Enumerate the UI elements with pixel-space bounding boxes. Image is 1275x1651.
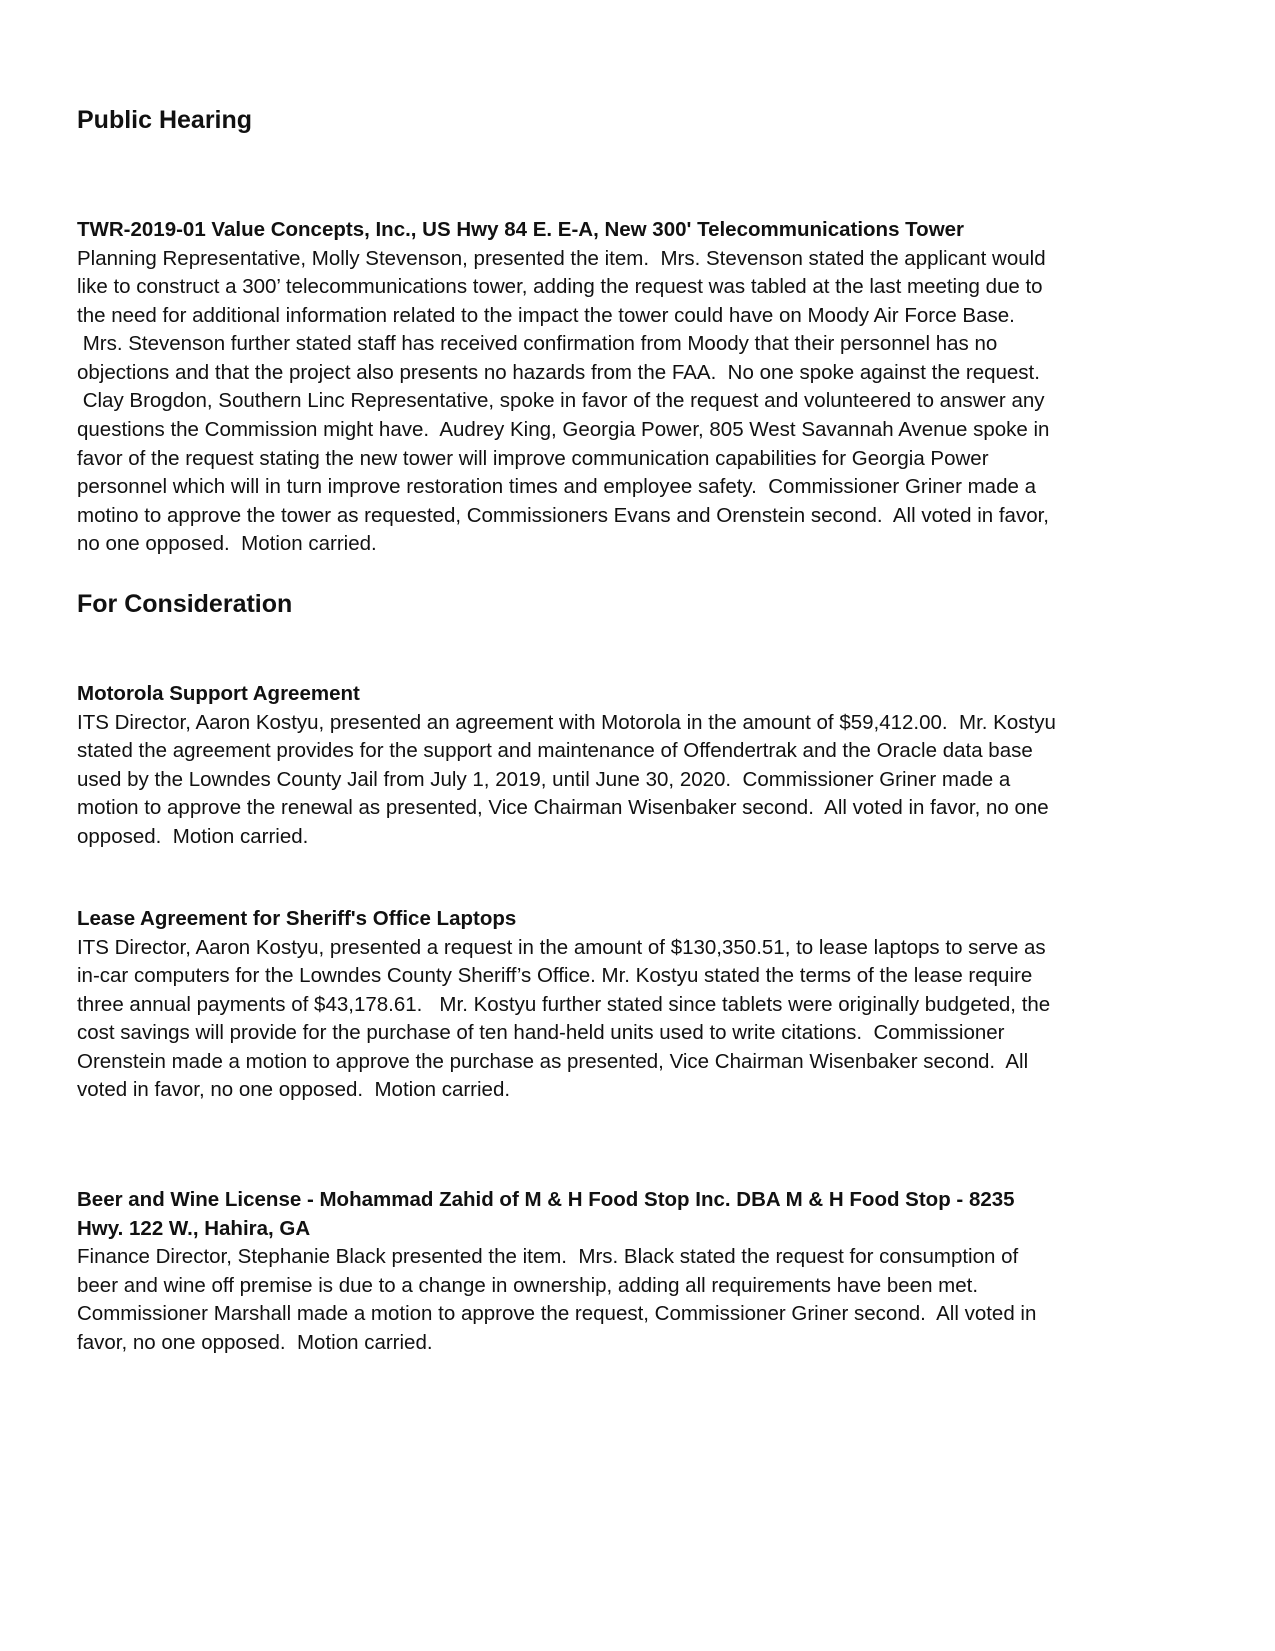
title-line: Hwy. 122 W., Hahira, GA bbox=[77, 1216, 311, 1240]
agenda-item-motorola-support-agreement bbox=[77, 680, 1187, 851]
body-line: used by the Lowndes County Jail from July 1, 2019, until June 30, 2020. Commissioner Griner made a bbox=[77, 767, 1011, 791]
body-line: no one opposed. Motion carried. bbox=[77, 532, 377, 556]
section-heading-for-consideration: For Consideration bbox=[77, 590, 293, 618]
agenda-item-title bbox=[77, 680, 1187, 709]
agenda-item-body bbox=[77, 245, 1187, 560]
body-line: ITS Director, Aaron Kostyu, presented an agreement with Motorola in the amount of $59,412.00. Mr. Kostyu bbox=[77, 710, 1056, 734]
agenda-item-title bbox=[77, 216, 1187, 245]
body-line: stated the agreement provides for the support and maintenance of Offendertrak and the Oracle data base bbox=[77, 739, 1033, 763]
section-heading-public-hearing: Public Hearing bbox=[77, 106, 253, 134]
agenda-item-body bbox=[77, 709, 1187, 852]
body-line: beer and wine off premise is due to a change in ownership, adding all requirements have been met. bbox=[77, 1273, 979, 1297]
body-line: Commissioner Marshall made a motion to approve the request, Commissioner Griner second. All voted in bbox=[77, 1302, 1037, 1326]
body-line: like to construct a 300’ telecommunications tower, adding the request was tabled at the last meeting due to bbox=[77, 275, 1043, 299]
body-line: motion to approve the renewal as presented, Vice Chairman Wisenbaker second. All voted in favor, no one bbox=[77, 796, 1049, 820]
body-line: Orenstein made a motion to approve the purchase as presented, Vice Chairman Wisenbaker second. All bbox=[77, 1049, 1029, 1073]
title-line: Lease Agreement for Sheriff's Office Laptops bbox=[77, 907, 517, 930]
agenda-item-lease-agreement-laptops bbox=[77, 905, 1187, 1105]
body-line: the need for additional information related to the impact the tower could have on Moody Air Force Base. bbox=[77, 303, 1015, 327]
body-line: favor, no one opposed. Motion carried. bbox=[77, 1330, 433, 1354]
body-line: voted in favor, no one opposed. Motion carried. bbox=[77, 1078, 511, 1102]
body-line: motino to approve the tower as requested, Commissioners Evans and Orenstein second. All voted in favor, bbox=[77, 503, 1049, 527]
agenda-item-body bbox=[77, 1243, 1187, 1357]
agenda-item-body bbox=[77, 934, 1187, 1106]
body-line: Mrs. Stevenson further stated staff has received confirmation from Moody that their personnel has no bbox=[77, 332, 998, 356]
body-line: favor of the request stating the new tower will improve communication capabilities for Georgia Power bbox=[77, 446, 989, 470]
body-line: in-car computers for the Lowndes County Sheriff’s Office. Mr. Kostyu stated the terms of the lease require bbox=[77, 964, 1033, 988]
title-line: Motorola Support Agreement bbox=[77, 682, 360, 705]
body-line: questions the Commission might have. Audrey King, Georgia Power, 805 West Savannah Avenue spoke in bbox=[77, 418, 1050, 442]
body-line: opposed. Motion carried. bbox=[77, 824, 309, 848]
agenda-item-beer-wine-license bbox=[77, 1186, 1187, 1357]
title-line: Beer and Wine License - Mohammad Zahid of M & H Food Stop Inc. DBA M & H Food Stop - 8235 bbox=[77, 1188, 1015, 1211]
body-line: personnel which will in turn improve restoration times and employee safety. Commissioner Griner made a bbox=[77, 475, 1036, 499]
body-line: objections and that the project also presents no hazards from the FAA. No one spoke against the request. bbox=[77, 360, 1040, 384]
body-line: Clay Brogdon, Southern Linc Representative, spoke in favor of the request and volunteered to answer any bbox=[77, 389, 1045, 413]
title-line: TWR-2019-01 Value Concepts, Inc., US Hwy 84 E. E-A, New 300' Telecommunications Tower bbox=[77, 218, 965, 241]
agenda-item-title bbox=[77, 1186, 1187, 1243]
body-line: Finance Director, Stephanie Black presented the item. Mrs. Black stated the request for consumption of bbox=[77, 1245, 1019, 1268]
body-line: Planning Representative, Molly Stevenson, presented the item. Mrs. Stevenson stated the applicant would bbox=[77, 246, 1046, 270]
body-line: three annual payments of $43,178.61. Mr. Kostyu further stated since tablets were originally budgeted, the bbox=[77, 992, 1051, 1016]
body-line: cost savings will provide for the purchase of ten hand-held units used to write citations. Commissioner bbox=[77, 1021, 1005, 1045]
agenda-item-title bbox=[77, 905, 1187, 934]
body-line: ITS Director, Aaron Kostyu, presented a request in the amount of $130,350.51, to lease laptops to serve as bbox=[77, 935, 1046, 959]
agenda-item-twr-2019-01 bbox=[77, 216, 1187, 559]
